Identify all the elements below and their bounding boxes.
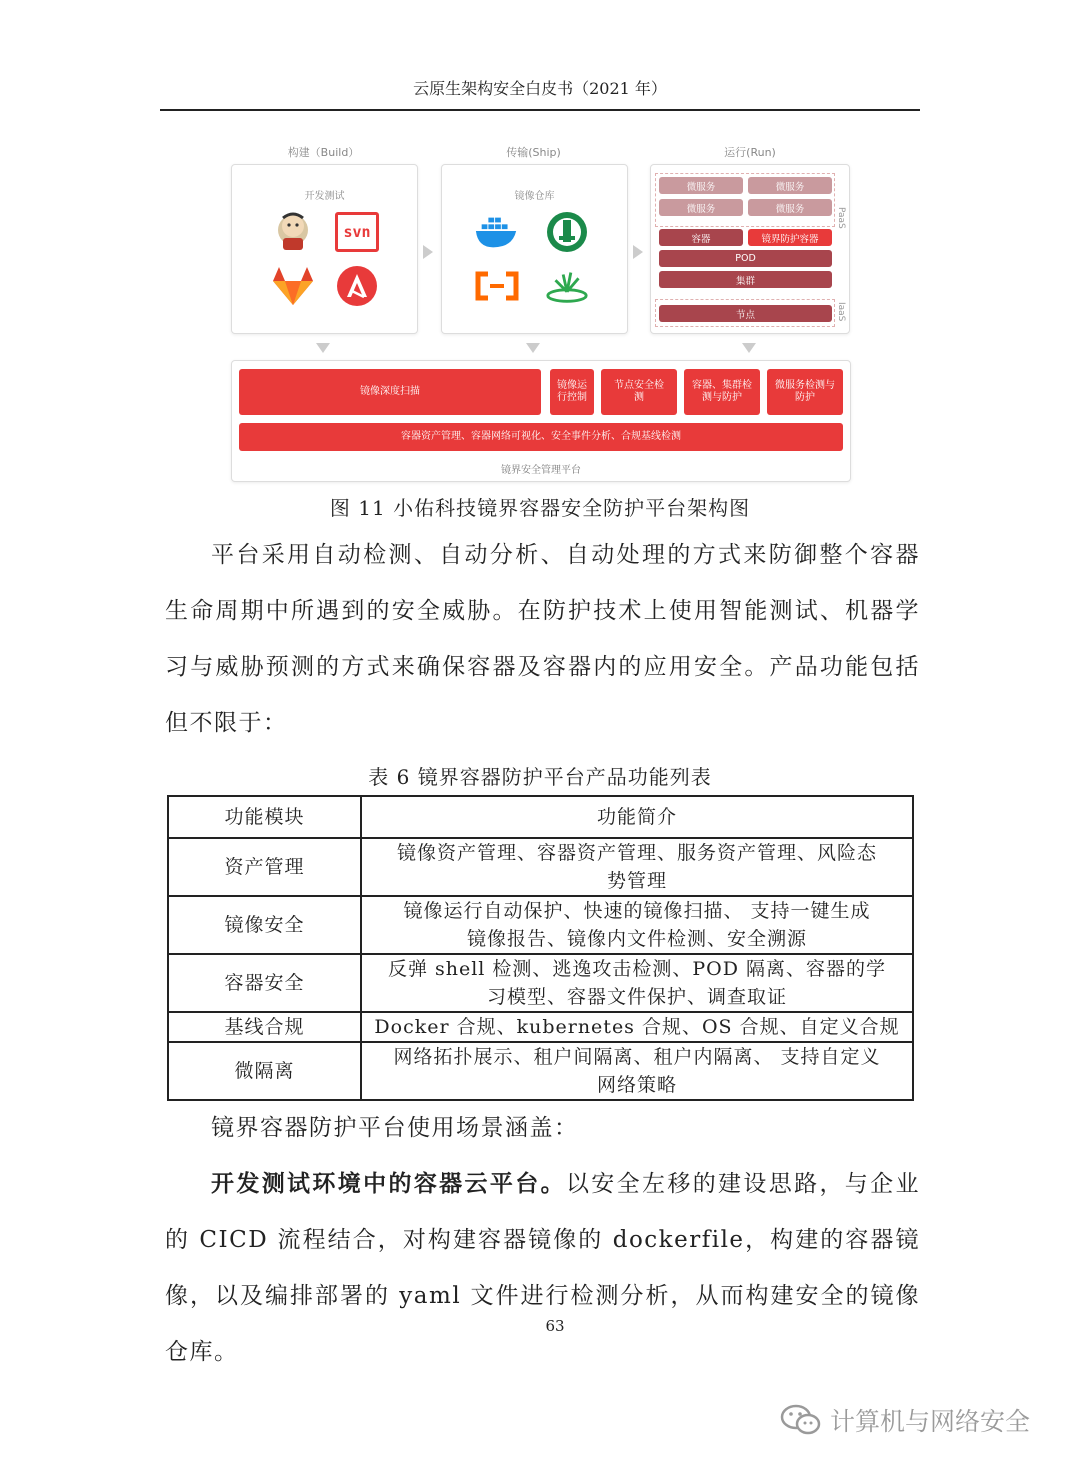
run-panel: [650, 164, 850, 334]
pod-box: POD: [659, 250, 832, 267]
microservice-box: 微服务: [748, 177, 832, 194]
paragraph-body: 以安全左移的建设思路，与企业的 CICD 流程结合，对构建容器镜像的 dockerfile，构建的容器镜像，以及编排部署的 yaml 文件进行检测分析，从而构建安全的镜像仓库。: [165, 1171, 921, 1365]
microservice-box: 微服务: [659, 177, 743, 194]
table-caption: 表 6 镜界容器防护平台产品功能列表: [368, 765, 712, 789]
asset-bar: 容器资产管理、容器网络可视化、安全事件分析、合规基线检测: [239, 423, 843, 451]
table-cell-desc: [361, 896, 913, 954]
container-cluster-box: 容器、集群检测与防护: [684, 369, 760, 415]
desc-line: 网络拓扑展示、租户间隔离、租户内隔离、 支持自定义: [393, 1046, 881, 1068]
deep-scan-box: 镜像深度扫描: [239, 369, 541, 415]
table-header: 功能模块: [168, 796, 361, 838]
platform-panel: [231, 360, 851, 482]
container-box: 容器: [659, 229, 743, 246]
paragraph-lead: 开发测试环境中的容器云平台。: [211, 1171, 566, 1197]
table-cell-desc: [361, 954, 913, 1012]
aliyun-icon: [474, 263, 520, 309]
watermark: [780, 1400, 1060, 1440]
table-cell-module: 资产管理: [168, 838, 361, 896]
desc-line: 镜像资产管理、容器资产管理、服务资产管理、风险态: [396, 842, 877, 864]
function-table: [167, 795, 914, 1101]
table-row: [168, 1042, 913, 1100]
ship-panel-title: 镜像仓库: [514, 191, 555, 202]
table-row: [168, 838, 913, 896]
paragraph-scenarios: [165, 1100, 920, 1156]
arrow-down-icon: [742, 343, 756, 353]
paragraph-text: 镜界容器防护平台使用场景涵盖：: [211, 1115, 579, 1141]
table-row: [168, 954, 913, 1012]
arrow-right-icon: [633, 245, 643, 259]
watermark-text: 计算机与网络安全: [830, 1407, 1031, 1436]
stage-label-ship: 传输(Ship): [506, 146, 561, 159]
stage-label-run: 运行(Run): [724, 146, 776, 159]
desc-line: 势管理: [606, 870, 667, 892]
build-panel-title: 开发测试: [304, 191, 345, 202]
table-cell-desc: Docker 合规、kubernetes 合规、OS 合规、自定义合规: [361, 1012, 913, 1042]
microservice-detect-box: 微服务检测与防护: [767, 369, 843, 415]
arrow-down-icon: [316, 343, 330, 353]
table-cell-desc: [361, 838, 913, 896]
ship-panel: [441, 164, 628, 334]
table-cell-module: 镜像安全: [168, 896, 361, 954]
desc-line: 习模型、容器文件保护、调查取证: [486, 986, 787, 1008]
stage-label-build: 构建（Build）: [287, 146, 360, 159]
wechat-icon: [780, 1403, 822, 1437]
svn-icon-label: svn: [335, 212, 379, 252]
iaas-label: IaaS: [836, 302, 846, 322]
splash-icon: [544, 263, 590, 309]
desc-line: 镜像运行自动保护、快速的镜像扫描、 支持一键生成: [403, 900, 871, 922]
table-row: [168, 1012, 913, 1042]
gitlab-icon: [270, 263, 316, 309]
build-panel: [231, 164, 418, 334]
docker-icon: [474, 209, 520, 255]
paas-label: PaaS: [836, 207, 846, 229]
table-cell-desc: [361, 1042, 913, 1100]
ansible-icon: [334, 263, 380, 309]
desc-line: 镜像报告、镜像内文件检测、安全溯源: [466, 928, 807, 950]
table-header-row: [168, 796, 913, 838]
page-number: 63: [545, 1317, 565, 1335]
microservice-box: 微服务: [659, 199, 743, 216]
arrow-right-icon: [423, 245, 433, 259]
harbor-icon: [544, 209, 590, 255]
figure-caption: 图 11 小佑科技镜界容器安全防护平台架构图: [329, 496, 751, 520]
table-cell-module: 微隔离: [168, 1042, 361, 1100]
table-cell-module: 容器安全: [168, 954, 361, 1012]
paragraph-text: 平台采用自动检测、自动分析、自动处理的方式来防御整个容器生命周期中所遇到的安全威胁。在防护技术上使用智能测试、机器学习与威胁预测的方式来确保容器及容器内的应用安全。产品功能包括但不限于：: [165, 542, 920, 736]
table-header: 功能简介: [361, 796, 913, 838]
platform-label: 镜界安全管理平台: [501, 465, 581, 476]
arrow-down-icon: [526, 343, 540, 353]
desc-line: 网络策略: [596, 1074, 677, 1096]
paragraph-text: [165, 1156, 920, 1380]
table-row: [168, 896, 913, 954]
cluster-box: 集群: [659, 271, 832, 288]
svn-icon: [334, 209, 380, 255]
mirror-container-box: 镜界防护容器: [748, 229, 832, 246]
node-box: 节点: [659, 305, 832, 322]
paragraph-devtest: [165, 1156, 920, 1380]
node-detect-box: 节点安全检测: [601, 369, 677, 415]
table-cell-module: 基线合规: [168, 1012, 361, 1042]
microservice-box: 微服务: [748, 199, 832, 216]
paragraph-intro: [165, 527, 920, 751]
architecture-diagram: [160, 140, 920, 485]
jenkins-icon: [270, 209, 316, 255]
desc-line: 反弹 shell 检测、逃逸攻击检测、POD 隔离、容器的学: [387, 958, 887, 980]
header-rule: [160, 109, 920, 111]
runtime-control-box: 镜像运行控制: [550, 369, 594, 415]
document-header: 云原生架构安全白皮书（2021 年）: [413, 79, 667, 98]
